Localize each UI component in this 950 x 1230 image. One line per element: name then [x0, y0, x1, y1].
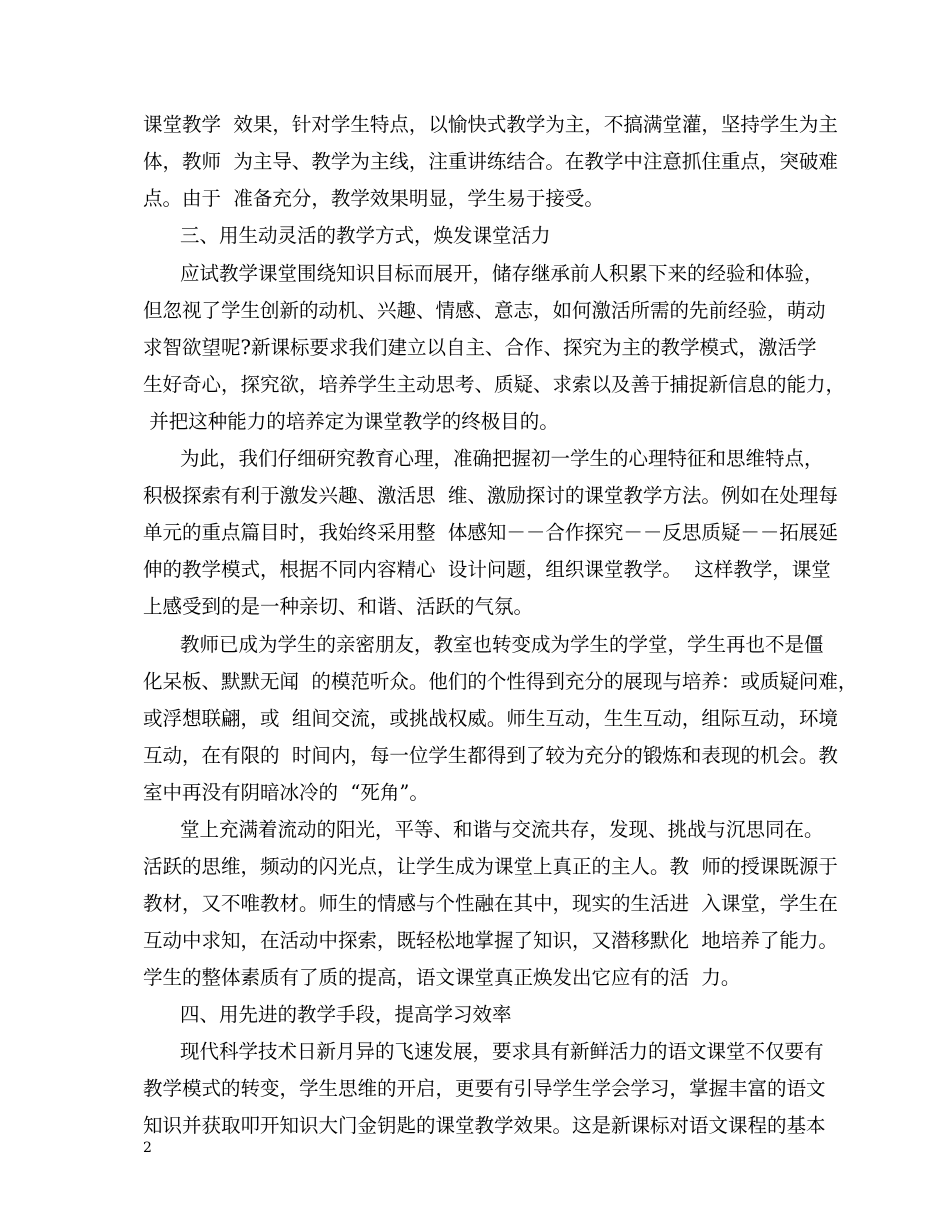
text-line: 教学模式的转变，学生思维的开启，更要有引导学生学会学习，掌握丰富的语文 [143, 1077, 826, 1100]
text-line: 但忽视了学生创新的动机、兴趣、情感、意志，如何激活所需的先前经验，萌动 [143, 299, 826, 322]
text-line: 知识并获取叩开知识大门金钥匙的课堂教学效果。这是新课标对语文课程的基本 [143, 1114, 826, 1137]
text-line: 教材，又不唯教材。师生的情感与个性融在其中，现实的生活进 入课堂，学生在 [143, 892, 838, 915]
text-line: 并把这种能力的培养定为课堂教学的终极目的。 [143, 410, 559, 433]
text-line: 学生的整体素质有了质的提高，语文课堂真正焕发出它应有的活 力。 [143, 966, 741, 989]
text-line: 伸的教学模式，根据不同内容精心 设计问题，组织课堂教学。 这样教学，课堂 [143, 558, 831, 581]
text-line: 体，教师 为主导、教学为主线，注重讲练结合。在教学中注意抓住重点，突破难 [143, 150, 838, 173]
text-line: 点。由于 准备充分，教学效果明显，学生易于接受。 [143, 187, 604, 210]
text-line: 求智欲望呢?新课标要求我们建立以自主、合作、探究为主的教学模式，激活学 [143, 336, 817, 359]
text-line: 教师已成为学生的亲密朋友，教室也转变成为学生的学堂，学生再也不是僵 [180, 633, 824, 656]
text-line: 积极探索有利于激发兴趣、激活思 维、激励探讨的课堂教学方法。例如在处理每 [143, 484, 838, 507]
text-line: 互动，在有限的 时间内，每一位学生都得到了较为充分的锻炼和表现的机会。教 [143, 744, 838, 767]
text-line: 上感受到的是一种亲切、和谐、活跃的气氛。 [143, 595, 534, 618]
section-heading: 四、用先进的教学手段，提高学习效率 [180, 1003, 512, 1026]
text-line: 为此，我们仔细研究教育心理，准确把握初一学生的心理特征和思维特点， [180, 447, 824, 470]
text-line: 应试教学课堂围绕知识目标而展开，储存继承前人积累下来的经验和体验， [180, 262, 824, 285]
text-line: 室中再没有阴暗冰冷的 “死角”。 [143, 781, 429, 804]
text-line: 或浮想联翩，或 组间交流，或挑战权威。师生互动，生生互动，组际互动，环境 [143, 707, 838, 730]
page-number: 2 [143, 1140, 152, 1156]
text-line: 单元的重点篇目时，我始终采用整 体感知－－合作探究－－反思质疑－－拓展延 [143, 521, 838, 544]
text-line: 课堂教学 效果，针对学生特点，以愉快式教学为主，不搞满堂灌，坚持学生为主 [143, 113, 838, 136]
text-line: 现代科学技术日新月异的飞速发展，要求具有新鲜活力的语文课堂不仅要有 [180, 1040, 824, 1063]
text-line: 生好奇心，探究欲，培养学生主动思考、质疑、求索以及善于捕捉新信息的能力， [143, 373, 846, 396]
text-line: 活跃的思维，频动的闪光点，让学生成为课堂上真正的主人。教 师的授课既源于 [143, 855, 838, 878]
text-line: 化呆板、默默无闻 的模范听众。他们的个性得到充分的展现与培养：或质疑问难， [143, 670, 858, 693]
text-line: 互动中求知，在活动中探索，既轻松地掌握了知识，又潜移默化 地培养了能力。 [143, 929, 838, 952]
section-heading: 三、用生动灵活的教学方式，焕发课堂活力 [180, 224, 551, 247]
text-line: 堂上充满着流动的阳光，平等、和谐与交流共存，发现、挑战与沉思同在。 [180, 818, 824, 841]
